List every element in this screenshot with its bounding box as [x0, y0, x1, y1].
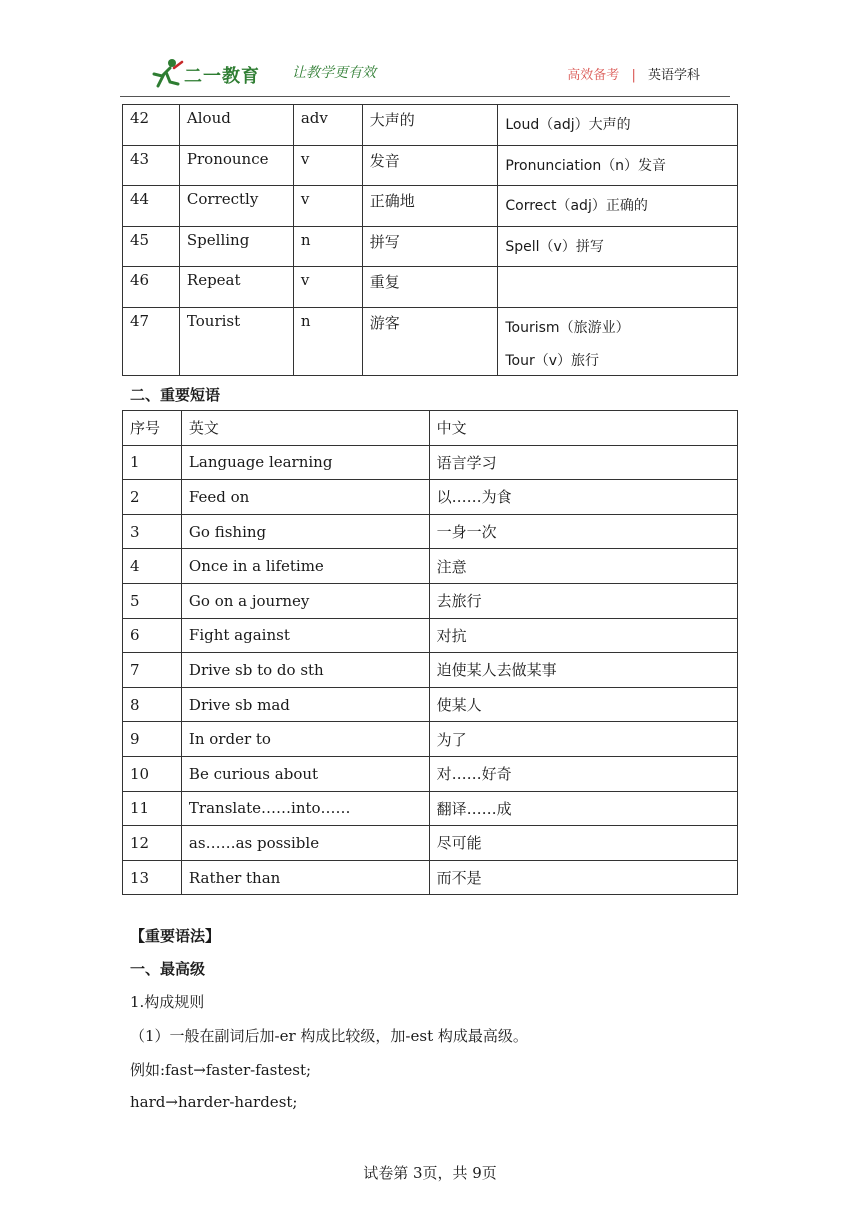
table-row	[123, 186, 738, 227]
phrase-zh: 尽可能	[429, 826, 737, 861]
phrase-en: In order to	[181, 722, 429, 757]
vocab-related	[498, 267, 738, 308]
table-row	[123, 826, 738, 861]
vocab-meaning: 发音	[362, 146, 498, 186]
table-row	[123, 480, 738, 515]
phrase-zh: 而不是	[429, 860, 737, 895]
phrase-en: Feed on	[181, 480, 429, 515]
phrase-zh: 语言学习	[429, 445, 737, 480]
vocab-related: Loud（adj）大声的	[498, 105, 738, 146]
phrase-zh: 对抗	[429, 618, 737, 653]
phrases-section-title: 二、重要短语	[130, 386, 221, 404]
phrase-zh: 一身一次	[429, 514, 737, 549]
vocab-no: 44	[123, 186, 180, 227]
table-row	[123, 267, 738, 308]
col-header-no: 序号	[123, 411, 182, 446]
col-header-zh: 中文	[429, 411, 737, 446]
vocab-meaning: 拼写	[362, 227, 498, 267]
phrase-en: Go on a journey	[181, 583, 429, 618]
phrase-en: Rather than	[181, 860, 429, 895]
table-row	[123, 583, 738, 618]
vocab-no: 45	[123, 227, 180, 267]
vocab-pos: v	[293, 146, 362, 186]
table-row	[123, 308, 738, 376]
phrase-en: Be curious about	[181, 756, 429, 791]
table-row	[123, 146, 738, 186]
table-row	[123, 791, 738, 826]
table-row	[123, 687, 738, 722]
page-footer: 试卷第 3页，共 9页	[363, 1164, 497, 1182]
phrase-no: 11	[123, 791, 182, 826]
table-row	[123, 756, 738, 791]
table-row	[123, 227, 738, 267]
col-header-en: 英文	[181, 411, 429, 446]
table-row	[123, 514, 738, 549]
vocab-related: Spell（v）拼写	[498, 227, 738, 267]
header-separator: |	[631, 68, 636, 83]
phrase-zh: 翻译……成	[429, 791, 737, 826]
header-subject-label: 英语学科	[647, 68, 700, 83]
phrase-en: Fight against	[181, 618, 429, 653]
grammar-title: 【重要语法】	[130, 927, 221, 945]
example-line: 例如:fast→faster-fastest;	[130, 1061, 312, 1079]
vocab-word: Correctly	[179, 186, 293, 227]
vocab-pos: v	[293, 267, 362, 308]
phrase-zh: 去旅行	[429, 583, 737, 618]
vocab-word: Repeat	[179, 267, 293, 308]
vocab-no: 42	[123, 105, 180, 146]
logo-slogan: 让教学更有效	[292, 65, 376, 81]
logo-name: 二一教育	[184, 66, 260, 87]
phrase-no: 3	[123, 514, 182, 549]
phrases-table	[122, 410, 738, 895]
table-row	[123, 105, 738, 146]
header-divider	[120, 96, 730, 97]
header-tag: 高效备考	[567, 68, 620, 83]
phrase-zh: 注意	[429, 549, 737, 584]
phrase-en: Once in a lifetime	[181, 549, 429, 584]
vocab-pos: n	[293, 227, 362, 267]
vocab-meaning: 大声的	[362, 105, 498, 146]
vocab-word: Tourist	[179, 308, 293, 376]
example-line: hard→harder-hardest;	[130, 1093, 298, 1111]
logo	[148, 56, 378, 92]
table-row	[123, 549, 738, 584]
vocab-pos: v	[293, 186, 362, 227]
phrase-no: 2	[123, 480, 182, 515]
phrase-no: 5	[123, 583, 182, 618]
vocab-pos: adv	[293, 105, 362, 146]
vocab-word: Spelling	[179, 227, 293, 267]
rule-title: 1.构成规则	[130, 993, 205, 1011]
phrase-en: Go fishing	[181, 514, 429, 549]
grammar-subtitle: 一、最高级	[130, 960, 206, 978]
phrase-no: 10	[123, 756, 182, 791]
phrase-en: Translate……into……	[181, 791, 429, 826]
phrase-en: Drive sb to do sth	[181, 653, 429, 688]
vocab-no: 47	[123, 308, 180, 376]
vocab-meaning: 重复	[362, 267, 498, 308]
table-header-row	[123, 411, 738, 446]
phrase-zh: 迫使某人去做某事	[429, 653, 737, 688]
phrase-no: 1	[123, 445, 182, 480]
page-header	[120, 56, 730, 96]
phrase-no: 13	[123, 860, 182, 895]
phrase-en: as……as possible	[181, 826, 429, 861]
phrase-no: 7	[123, 653, 182, 688]
vocab-no: 43	[123, 146, 180, 186]
phrase-no: 6	[123, 618, 182, 653]
vocab-pos: n	[293, 308, 362, 376]
phrase-zh: 为了	[429, 722, 737, 757]
vocab-no: 46	[123, 267, 180, 308]
phrase-zh: 对……好奇	[429, 756, 737, 791]
header-subject	[567, 64, 700, 83]
vocab-related: Pronunciation（n）发音	[498, 146, 738, 186]
table-row	[123, 722, 738, 757]
table-row	[123, 860, 738, 895]
phrase-zh: 以……为食	[429, 480, 737, 515]
table-row	[123, 653, 738, 688]
phrase-no: 9	[123, 722, 182, 757]
table-row	[123, 445, 738, 480]
vocab-related: Tourism（旅游业） Tour（v）旅行	[498, 308, 738, 376]
phrase-en: Language learning	[181, 445, 429, 480]
phrase-zh: 使某人	[429, 687, 737, 722]
phrase-en: Drive sb mad	[181, 687, 429, 722]
phrase-no: 12	[123, 826, 182, 861]
vocab-word: Aloud	[179, 105, 293, 146]
rule-text: （1）一般在副词后加-er 构成比较级，加-est 构成最高级。	[130, 1027, 528, 1045]
runner-icon	[148, 58, 184, 88]
phrase-no: 4	[123, 549, 182, 584]
phrase-no: 8	[123, 687, 182, 722]
vocab-related: Correct（adj）正确的	[498, 186, 738, 227]
vocab-meaning: 游客	[362, 308, 498, 376]
vocab-meaning: 正确地	[362, 186, 498, 227]
vocab-word: Pronounce	[179, 146, 293, 186]
vocabulary-table	[122, 104, 738, 376]
table-row	[123, 618, 738, 653]
